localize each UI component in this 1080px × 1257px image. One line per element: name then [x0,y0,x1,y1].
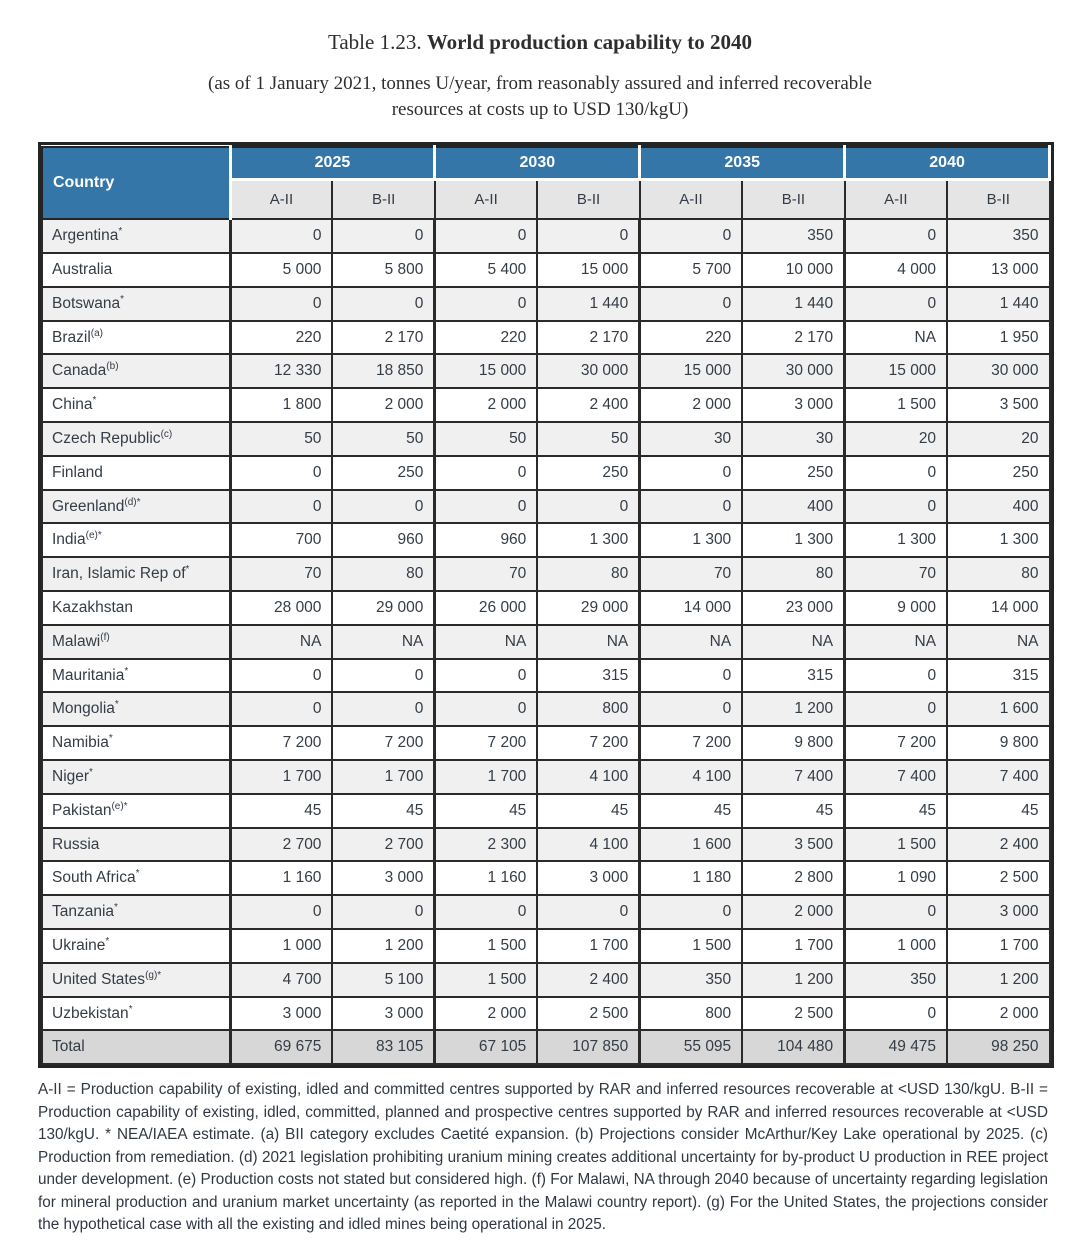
value-cell: 50 [230,422,332,456]
value-cell: 45 [947,794,1049,828]
subheader-2025-b-ii: B-II [332,180,434,220]
table-row [42,963,1050,997]
value-cell: 0 [435,219,537,253]
value-cell: 0 [845,490,947,524]
footnote-marker: (e)* [111,800,128,812]
value-cell: 5 100 [332,963,434,997]
value-cell: 28 000 [230,591,332,625]
value-cell: 15 000 [845,354,947,388]
footnote-marker: * [92,395,97,406]
value-cell: 5 700 [640,253,742,287]
footnote-marker: (g)* [145,969,162,981]
value-cell: 0 [845,895,947,929]
value-cell: 220 [230,321,332,355]
country-column-header: Country [42,147,230,220]
value-cell: 0 [332,692,434,726]
value-cell: 1 700 [947,929,1049,963]
value-cell: 1 440 [947,287,1049,321]
value-cell: 1 160 [435,861,537,895]
subheader-2030-b-ii: B-II [537,180,639,220]
footnote-marker: * [89,766,93,778]
value-cell: 1 300 [947,523,1049,557]
value-cell: 0 [640,287,742,321]
country-name: Kazakhstan [42,591,230,625]
value-cell: 0 [230,659,332,693]
value-cell: 80 [537,557,639,591]
value-cell: NA [742,625,844,659]
subheader-2040-a-ii: A-II [845,180,947,220]
value-cell: 1 500 [845,828,947,862]
subheader-2035-b-ii: B-II [742,180,844,220]
footnote-marker: * [118,226,123,238]
value-cell: 1 500 [435,963,537,997]
value-cell: 15 000 [435,354,537,388]
value-cell: 1 700 [332,760,434,794]
value-cell: 0 [230,219,332,253]
footnote-marker: * [108,732,113,744]
value-cell: 107 850 [537,1030,639,1064]
country-name: Mongolia* [42,692,230,726]
value-cell: 4 000 [845,253,947,287]
country-name: Finland [42,456,230,490]
value-cell: 350 [947,219,1049,253]
country-name: Namibia* [42,726,230,760]
subheader-2040-b-ii: B-II [947,180,1049,220]
value-cell: 3 000 [230,997,332,1031]
value-cell: 350 [742,219,844,253]
value-cell: 1 700 [230,760,332,794]
value-cell: NA [537,625,639,659]
value-cell: 7 400 [845,760,947,794]
value-cell: 2 400 [537,388,639,422]
value-cell: 3 000 [537,861,639,895]
value-cell: 3 000 [332,861,434,895]
value-cell: 2 000 [332,388,434,422]
footnote-marker: * [185,563,190,575]
value-cell: 83 105 [332,1030,434,1064]
value-cell: 50 [537,422,639,456]
table-row [42,726,1050,760]
value-cell: 70 [640,557,742,591]
value-cell: 960 [332,523,434,557]
footnote-marker: * [105,935,110,947]
value-cell: 7 200 [230,726,332,760]
value-cell: 4 100 [640,760,742,794]
production-capability-table [41,145,1051,1065]
table-row [42,861,1050,895]
value-cell: 0 [537,219,639,253]
value-cell: 0 [435,895,537,929]
footnote-marker: * [128,1003,133,1015]
value-cell: 3 000 [947,895,1049,929]
value-cell: NA [230,625,332,659]
subheader-2030-a-ii: A-II [435,180,537,220]
value-cell: 350 [640,963,742,997]
value-cell: 0 [845,692,947,726]
value-cell: 80 [742,557,844,591]
value-cell: 1 700 [742,929,844,963]
table-row [42,591,1050,625]
value-cell: 98 250 [947,1030,1049,1064]
value-cell: 0 [332,219,434,253]
value-cell: 400 [947,490,1049,524]
table-row [42,388,1050,422]
value-cell: 1 300 [845,523,947,557]
country-name: Niger* [42,760,230,794]
value-cell: 3 500 [947,388,1049,422]
value-cell: 7 200 [640,726,742,760]
value-cell: 1 500 [640,929,742,963]
value-cell: 70 [230,557,332,591]
value-cell: 1 200 [332,929,434,963]
value-cell: NA [332,625,434,659]
value-cell: 70 [845,557,947,591]
value-cell: 800 [640,997,742,1031]
table-header [42,147,1050,220]
value-cell: 67 105 [435,1030,537,1064]
value-cell: NA [640,625,742,659]
footnote-marker: (f) [100,631,110,643]
total-row [42,1030,1050,1064]
value-cell: 55 095 [640,1030,742,1064]
footnote-marker: (d)* [124,496,141,508]
country-name: Botswana* [42,287,230,321]
value-cell: NA [435,625,537,659]
value-cell: 0 [332,287,434,321]
table-row [42,692,1050,726]
value-cell: 0 [845,219,947,253]
value-cell: 960 [435,523,537,557]
year-header-2040: 2040 [845,147,1050,180]
value-cell: 45 [537,794,639,828]
value-cell: 45 [332,794,434,828]
value-cell: 0 [230,895,332,929]
value-cell: 45 [742,794,844,828]
value-cell: 0 [332,895,434,929]
value-cell: 12 330 [230,354,332,388]
value-cell: 9 800 [947,726,1049,760]
table-row [42,287,1050,321]
country-name: Mauritania* [42,659,230,693]
value-cell: 400 [742,490,844,524]
footnote-marker: * [114,699,119,711]
value-cell: 2 170 [742,321,844,355]
value-cell: 2 000 [435,388,537,422]
value-cell: 2 500 [742,997,844,1031]
value-cell: 4 700 [230,963,332,997]
value-cell: 350 [845,963,947,997]
value-cell: 1 600 [640,828,742,862]
value-cell: 1 180 [640,861,742,895]
table-row [42,828,1050,862]
table-row [42,659,1050,693]
value-cell: 0 [230,287,332,321]
year-header-2025: 2025 [230,147,435,180]
value-cell: 23 000 [742,591,844,625]
table-row [42,354,1050,388]
value-cell: 3 500 [742,828,844,862]
value-cell: 315 [537,659,639,693]
country-name: Greenland$^{(d)*}$ [42,490,230,524]
value-cell: 1 600 [947,692,1049,726]
value-cell: 0 [845,456,947,490]
value-cell: 250 [947,456,1049,490]
value-cell: 0 [230,692,332,726]
value-cell: 20 [947,422,1049,456]
value-cell: 10 000 [742,253,844,287]
value-cell: 250 [537,456,639,490]
value-cell: 1 950 [947,321,1049,355]
table-row [42,760,1050,794]
value-cell: 1 800 [230,388,332,422]
footnote-marker: (a) [90,327,103,339]
value-cell: 80 [332,557,434,591]
value-cell: 1 300 [640,523,742,557]
footnote-marker: * [135,868,140,880]
footnote-marker: * [114,901,118,913]
value-cell: 7 200 [332,726,434,760]
table-row [42,422,1050,456]
value-cell: 250 [742,456,844,490]
value-cell: NA [947,625,1049,659]
year-header-row [42,147,1050,180]
value-cell: 2 400 [537,963,639,997]
value-cell: 0 [435,456,537,490]
year-header-2035: 2035 [640,147,845,180]
footnote-marker: (c) [160,428,173,440]
country-name: Australia [42,253,230,287]
value-cell: 7 200 [435,726,537,760]
value-cell: 1 090 [845,861,947,895]
table-row [42,625,1050,659]
value-cell: 3 000 [742,388,844,422]
subheader-2025-a-ii: A-II [230,180,332,220]
value-cell: NA [845,321,947,355]
footnote-marker: (b) [106,361,119,373]
value-cell: 1 000 [845,929,947,963]
year-header-2030: 2030 [435,147,640,180]
value-cell: 9 800 [742,726,844,760]
value-cell: 15 000 [537,253,639,287]
value-cell: 1 200 [742,963,844,997]
value-cell: 29 000 [332,591,434,625]
value-cell: 1 440 [742,287,844,321]
country-name: Ukraine* [42,929,230,963]
table-number: Table 1.23. [328,30,427,54]
value-cell: 2 700 [332,828,434,862]
country-name: Canada$^{(b)}$ [42,354,230,388]
value-cell: 0 [537,490,639,524]
table-row [42,490,1050,524]
country-name: Uzbekistan* [42,997,230,1031]
table-row [42,523,1050,557]
value-cell: NA [845,625,947,659]
value-cell: 2 700 [230,828,332,862]
value-cell: 29 000 [537,591,639,625]
country-name: Brazil$^{(a)}$ [42,321,230,355]
value-cell: 1 160 [230,861,332,895]
value-cell: 4 100 [537,828,639,862]
value-cell: 250 [332,456,434,490]
value-cell: 49 475 [845,1030,947,1064]
country-name: Iran, Islamic Rep of* [42,557,230,591]
value-cell: 220 [435,321,537,355]
value-cell: 0 [332,490,434,524]
value-cell: 0 [230,456,332,490]
production-capability-table-wrap [38,142,1054,1068]
value-cell: 1 000 [230,929,332,963]
total-label: Total [42,1030,230,1064]
value-cell: 30 000 [537,354,639,388]
value-cell: 220 [640,321,742,355]
value-cell: 3 000 [332,997,434,1031]
value-cell: 30 [640,422,742,456]
subheader-2035-a-ii: A-II [640,180,742,220]
value-cell: 1 200 [742,692,844,726]
value-cell: 2 800 [742,861,844,895]
value-cell: 13 000 [947,253,1049,287]
value-cell: 0 [640,219,742,253]
country-name: Tanzania* [42,895,230,929]
value-cell: 2 000 [435,997,537,1031]
value-cell: 26 000 [435,591,537,625]
value-cell: 2 170 [332,321,434,355]
value-cell: 0 [640,692,742,726]
table-row [42,997,1050,1031]
country-name: Russia [42,828,230,862]
value-cell: 0 [640,659,742,693]
table-row [42,321,1050,355]
value-cell: 2 000 [742,895,844,929]
value-cell: 0 [640,490,742,524]
value-cell: 0 [640,895,742,929]
value-cell: 2 170 [537,321,639,355]
value-cell: 0 [845,997,947,1031]
country-name: China* [42,388,230,422]
value-cell: 30 000 [742,354,844,388]
value-cell: 2 000 [947,997,1049,1031]
value-cell: 7 200 [845,726,947,760]
footnote-marker: (e)* [85,530,102,542]
table-subtitle: (as of 1 January 2021, tonnes U/year, from reasonably assured and inferred recoverable resources at costs up to USD 130/kgU) [208,73,872,120]
value-cell: 45 [435,794,537,828]
value-cell: 0 [537,895,639,929]
country-name: Czech Republic$^{(c)}$ [42,422,230,456]
value-cell: 0 [640,456,742,490]
value-cell: 18 850 [332,354,434,388]
table-row [42,219,1050,253]
country-name: India$^{(e)*}$ [42,523,230,557]
value-cell: 45 [640,794,742,828]
value-cell: 104 480 [742,1030,844,1064]
value-cell: 50 [435,422,537,456]
value-cell: 7 200 [537,726,639,760]
value-cell: 2 000 [640,388,742,422]
table-row [42,794,1050,828]
title-block [0,0,1080,122]
value-cell: 315 [742,659,844,693]
footnote-marker: * [124,665,129,677]
value-cell: 0 [845,287,947,321]
table-row [42,557,1050,591]
value-cell: 30 [742,422,844,456]
value-cell: 69 675 [230,1030,332,1064]
value-cell: 1 300 [742,523,844,557]
table-title [0,30,1080,55]
value-cell: 14 000 [640,591,742,625]
value-cell: 2 500 [537,997,639,1031]
value-cell: 0 [435,692,537,726]
value-cell: 4 100 [537,760,639,794]
value-cell: 7 400 [742,760,844,794]
value-cell: 1 500 [845,388,947,422]
table-title-text: World production capability to 2040 [426,30,752,54]
value-cell: 20 [845,422,947,456]
value-cell: 5 400 [435,253,537,287]
value-cell: 2 400 [947,828,1049,862]
table-body [42,219,1050,1064]
value-cell: 5 800 [332,253,434,287]
value-cell: 2 500 [947,861,1049,895]
value-cell: 0 [332,659,434,693]
value-cell: 15 000 [640,354,742,388]
value-cell: 1 440 [537,287,639,321]
value-cell: 1 700 [435,760,537,794]
table-row [42,929,1050,963]
value-cell: 50 [332,422,434,456]
value-cell: 30 000 [947,354,1049,388]
value-cell: 700 [230,523,332,557]
value-cell: 70 [435,557,537,591]
value-cell: 0 [845,659,947,693]
country-name: Argentina* [42,219,230,253]
country-name: United States$^{(g)*}$ [42,963,230,997]
value-cell: 45 [230,794,332,828]
value-cell: 1 700 [537,929,639,963]
value-cell: 315 [947,659,1049,693]
table-row [42,253,1050,287]
value-cell: 45 [845,794,947,828]
country-name: Pakistan$^{(e)*}$ [42,794,230,828]
value-cell: 0 [435,490,537,524]
value-cell: 7 400 [947,760,1049,794]
value-cell: 0 [435,287,537,321]
table-row [42,456,1050,490]
value-cell: 80 [947,557,1049,591]
value-cell: 2 300 [435,828,537,862]
country-name: Malawi$^{(f)}$ [42,625,230,659]
value-cell: 9 000 [845,591,947,625]
value-cell: 0 [230,490,332,524]
value-cell: 1 300 [537,523,639,557]
value-cell: 14 000 [947,591,1049,625]
table-footnotes: A-II = Production capability of existing, idled and committed centres supported by RAR and inferred resources recoverable at <USD 130/kgU. B-II = Production capability of existing, idled, committed, planned and prospective centres supported by RAR and inferred resources recoverable at <USD 130/kgU. * NEA/IAEA estimate. (a) BII category excludes Caetité expansion. (b) Projections consider McArthur/Key Lake operational by 2025. (c) Production from remediation. (d) 2021 legislation prohibiting uranium mining creates additional uncertainty for by-product U production in REE project under development. (e) Production costs not stated but considered high. (f) For Malawi, NA through 2040 because of uncertainty regarding legislation for mineral production and uranium market uncertainty (as reported in the Malawi country report). (g) For the United States, the projections consider the hypothetical case with all the existing and idled mines being operational in 2025. [38,1081,1048,1234]
footnote-marker: * [120,293,124,305]
table-row [42,895,1050,929]
value-cell: 800 [537,692,639,726]
country-name: South Africa* [42,861,230,895]
value-cell: 1 500 [435,929,537,963]
value-cell: 1 200 [947,963,1049,997]
value-cell: 0 [435,659,537,693]
value-cell: 5 000 [230,253,332,287]
